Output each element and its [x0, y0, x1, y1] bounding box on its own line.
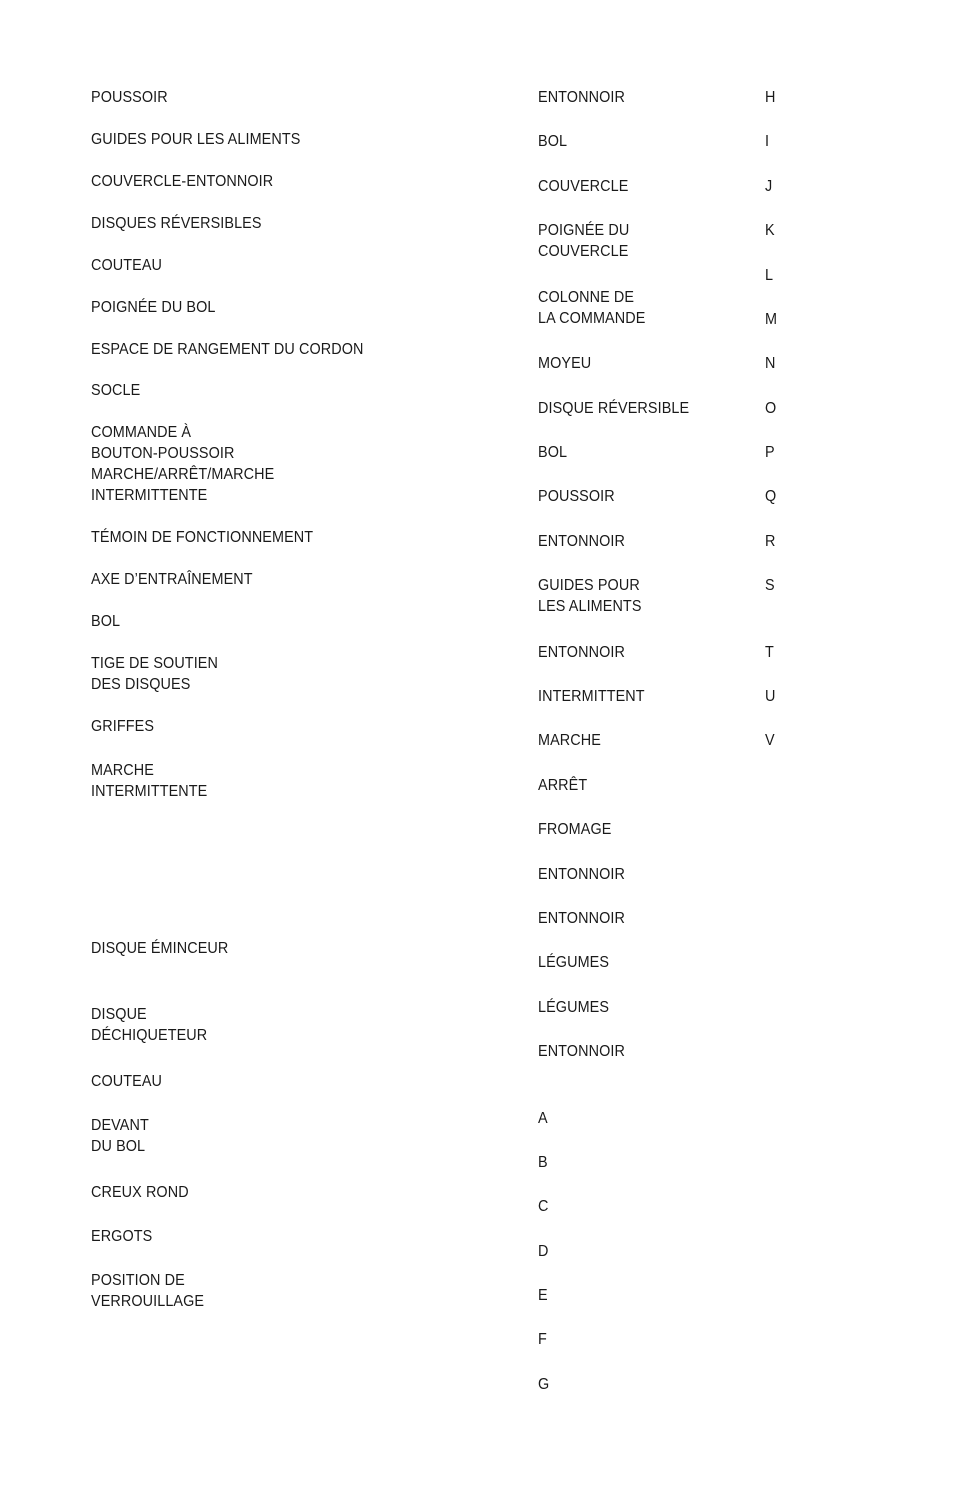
label-letter: Q: [765, 488, 777, 505]
label-text: POUSSOIR: [91, 89, 168, 106]
label-letter: J: [765, 178, 773, 195]
label-letter: E: [538, 1287, 548, 1304]
label-text: COUTEAU: [91, 1073, 163, 1090]
label-text: ENTONNOIR: [538, 533, 625, 550]
label-letter: S: [765, 577, 775, 594]
label-text: ENTONNOIR: [538, 866, 625, 883]
label-text: ERGOTS: [91, 1228, 153, 1245]
label-letter: A: [538, 1110, 548, 1127]
label-letter: B: [538, 1154, 548, 1171]
label-text: BOL: [538, 444, 568, 461]
label-text: DISQUE RÉVERSIBLE: [538, 400, 690, 417]
label-text: COUTEAU: [91, 257, 163, 274]
label-text: POIGNÉE DU BOL: [91, 299, 216, 316]
label-text: MARCHE: [538, 732, 601, 749]
label-text: ARRÊT: [538, 777, 588, 794]
label-text: GUIDES POUR LES ALIMENTS: [91, 131, 301, 148]
label-text: ENTONNOIR: [538, 644, 625, 661]
label-letter: V: [765, 732, 775, 749]
label-text: GUIDES POUR LES ALIMENTS: [538, 577, 642, 615]
label-text: TIGE DE SOUTIEN DES DISQUES: [91, 655, 218, 693]
label-text: GRIFFES: [91, 718, 155, 735]
label-letter: O: [765, 400, 777, 417]
label-letter: K: [765, 222, 775, 239]
label-letter: R: [765, 533, 776, 550]
label-text: COUVERCLE-ENTONNOIR: [91, 173, 274, 190]
label-text: DISQUE ÉMINCEUR: [91, 940, 229, 957]
label-letter: T: [765, 644, 774, 661]
label-text: COMMANDE À BOUTON-POUSSOIR MARCHE/ARRÊT/MARCHE INTERMITTENTE: [91, 424, 275, 504]
label-text: CREUX ROND: [91, 1184, 189, 1201]
label-text: DEVANT DU BOL: [91, 1117, 149, 1155]
label-text: COUVERCLE: [538, 178, 629, 195]
label-text: AXE D’ENTRAÎNEMENT: [91, 571, 253, 588]
label-text: BOL: [91, 613, 121, 630]
label-text: INTERMITTENT: [538, 688, 645, 705]
label-text: LÉGUMES: [538, 999, 610, 1016]
label-text: LÉGUMES: [538, 954, 610, 971]
label-text: SOCLE: [91, 382, 141, 399]
label-text: DISQUE DÉCHIQUETEUR: [91, 1006, 208, 1044]
label-text: ENTONNOIR: [538, 1043, 625, 1060]
label-text: BOL: [538, 133, 568, 150]
label-letter: N: [765, 355, 776, 372]
label-letter: C: [538, 1198, 549, 1215]
label-text: DISQUES RÉVERSIBLES: [91, 215, 262, 232]
label-text: MARCHE INTERMITTENTE: [91, 762, 208, 800]
label-letter: M: [765, 311, 778, 328]
label-letter: U: [765, 688, 776, 705]
label-text: MOYEU: [538, 355, 592, 372]
label-letter: G: [538, 1376, 550, 1393]
label-text: POUSSOIR: [538, 488, 615, 505]
label-text: COLONNE DE LA COMMANDE: [538, 289, 646, 327]
label-text: FROMAGE: [538, 821, 612, 838]
label-letter: F: [538, 1331, 547, 1348]
label-letter: P: [765, 444, 775, 461]
label-text: ESPACE DE RANGEMENT DU CORDON: [91, 341, 364, 358]
label-text: TÉMOIN DE FONCTIONNEMENT: [91, 529, 314, 546]
label-letter: I: [765, 133, 770, 150]
label-text: ENTONNOIR: [538, 910, 625, 927]
label-text: POIGNÉE DU COUVERCLE: [538, 222, 630, 260]
label-letter: H: [765, 89, 776, 106]
label-letter: L: [765, 267, 774, 284]
label-text: ENTONNOIR: [538, 89, 625, 106]
label-text: POSITION DE VERROUILLAGE: [91, 1272, 205, 1310]
label-letter: D: [538, 1243, 549, 1260]
